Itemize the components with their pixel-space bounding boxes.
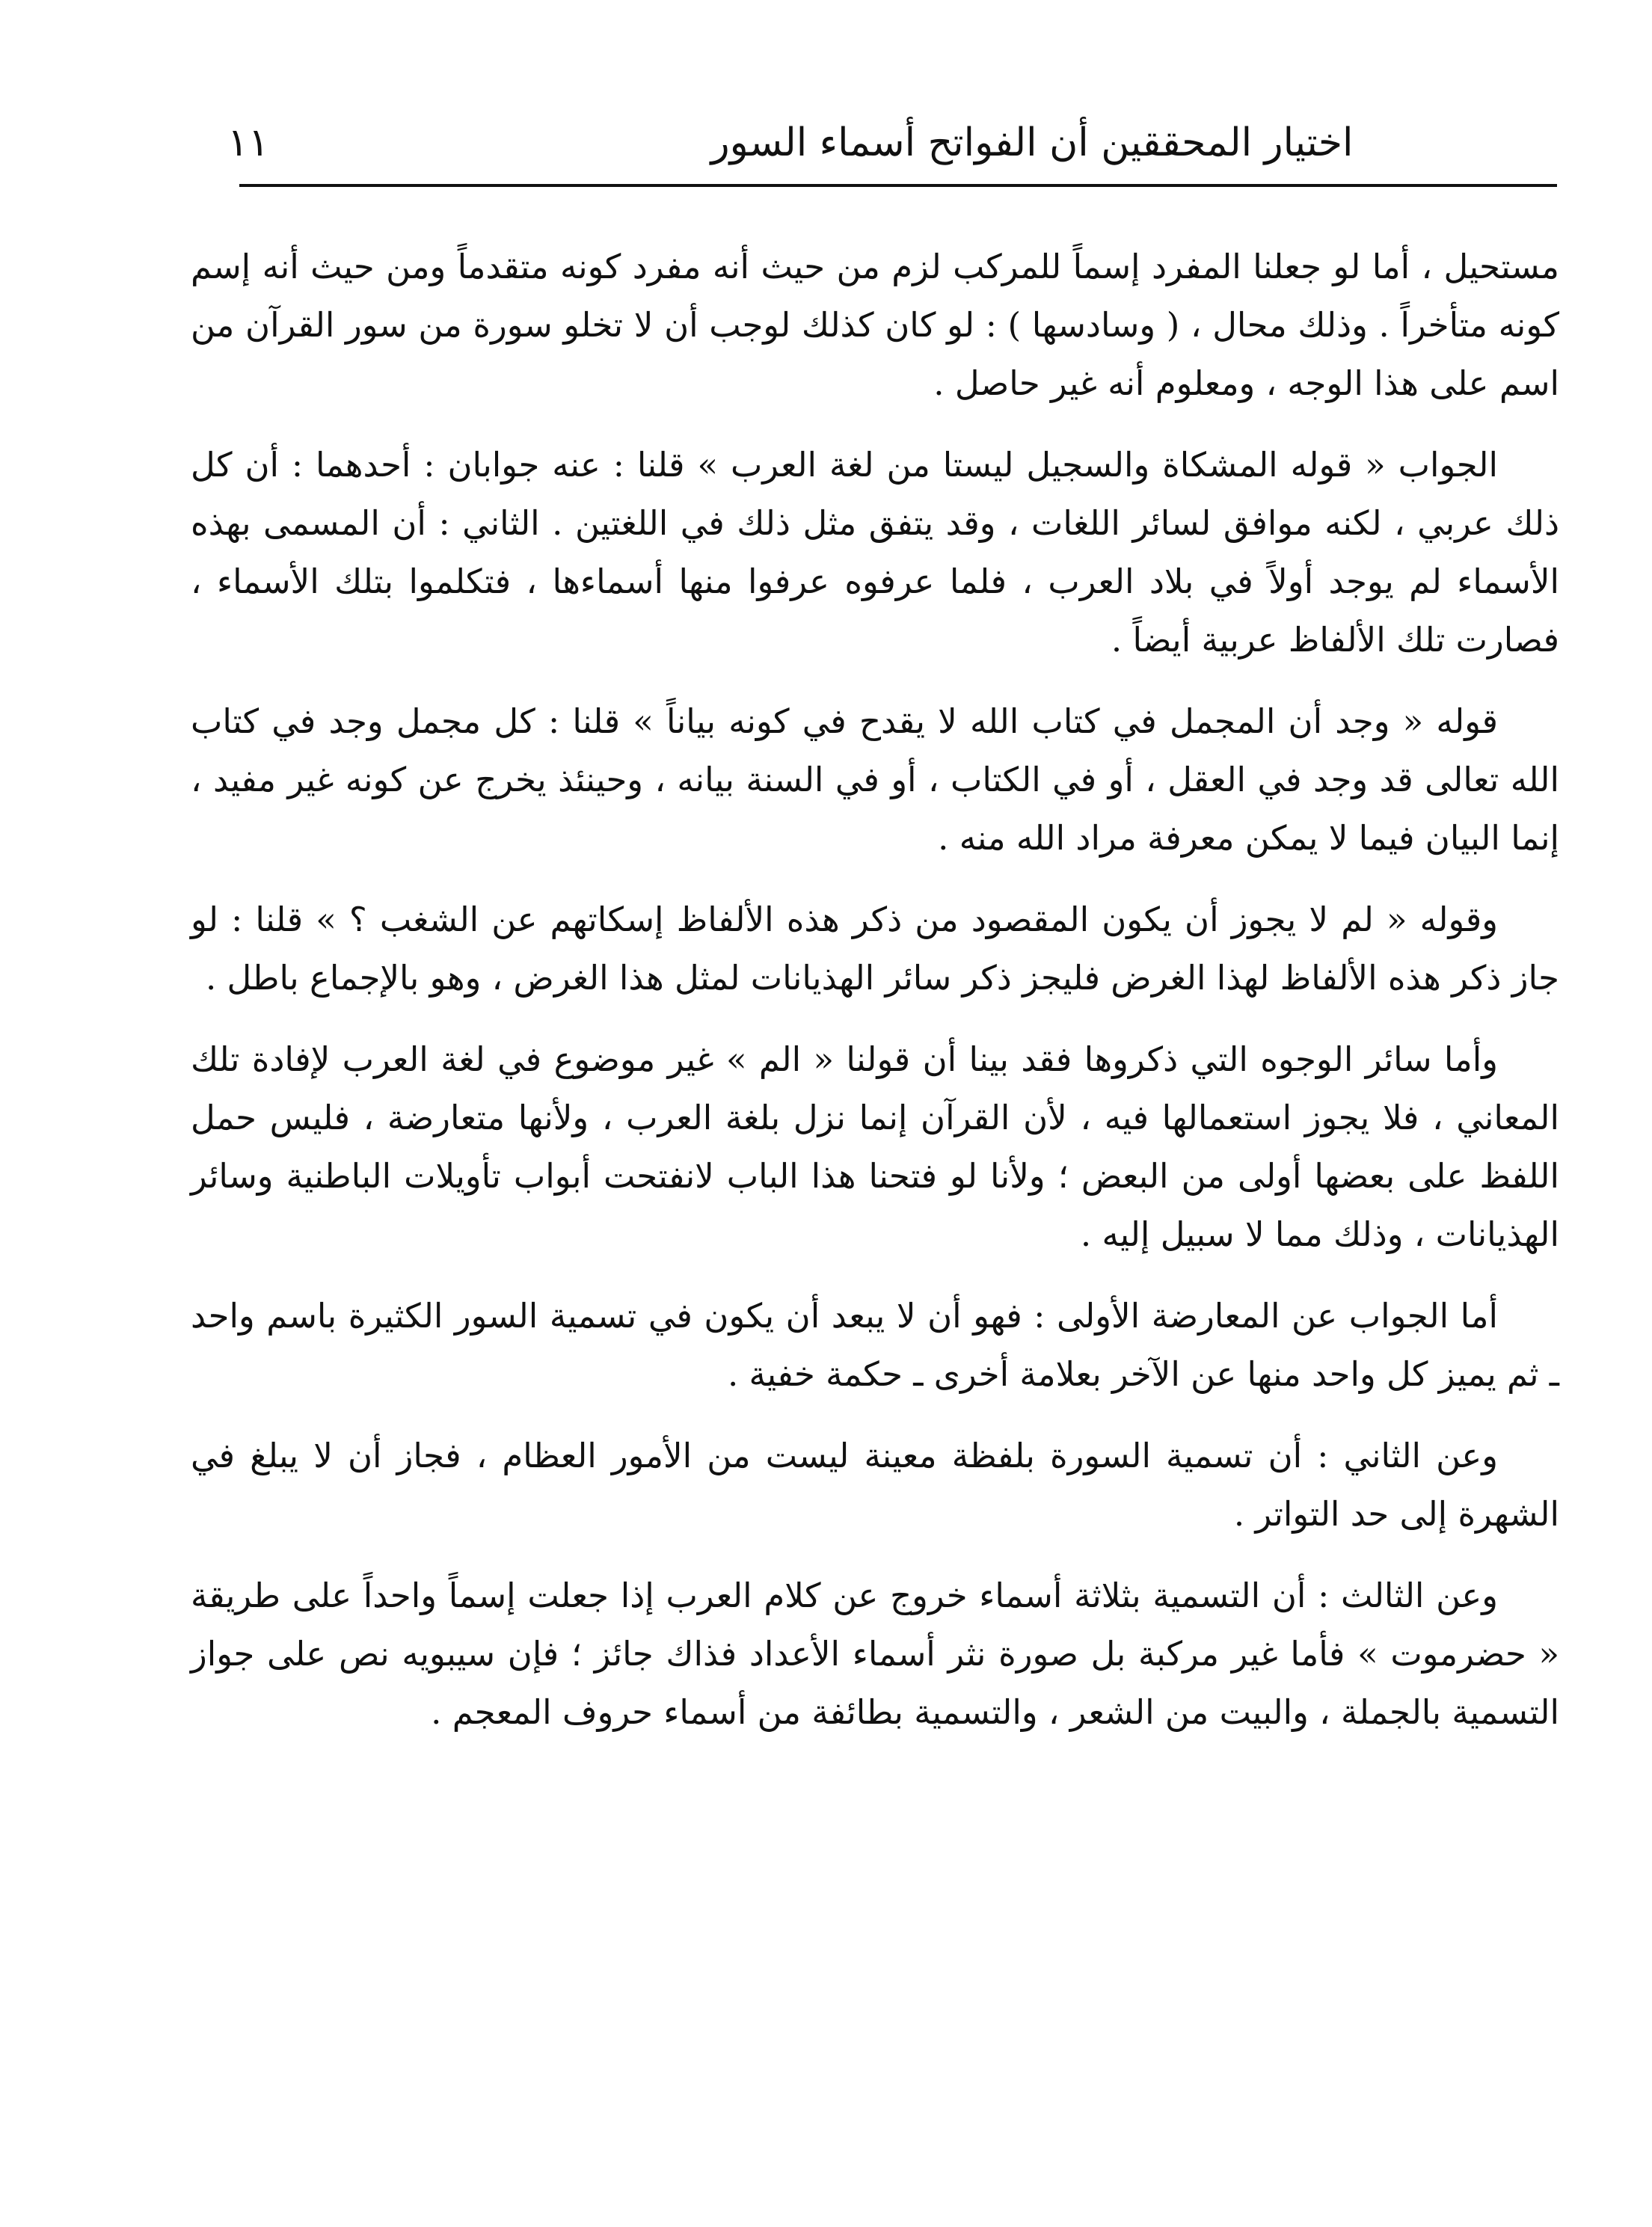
paragraph: قوله « وجد أن المجمل في كتاب الله لا يقدح في كونه بياناً » قلنا : كل مجمل وجد في كتاب الله تعالى قد وجد في العقل ، أو في الكتاب ، أو في السنة بيانه ، وحينئذ يخرج عن كونه غير مفيد ، إنما البيان فيما لا يمكن معرفة مراد الله منه . [191, 701, 1559, 858]
header-rule [239, 184, 1557, 187]
page-header [224, 105, 1556, 187]
running-title: اختيار المحققين أن الفواتح أسماء السور [710, 120, 1354, 165]
paragraph: وعن الثالث : أن التسمية بثلاثة أسماء خروج عن كلام العرب إذا جعلت إسماً واحداً على طريقة « حضرموت » فأما غير مركبة بل صورة نثر أسماء الأعداد فذاك جائز ؛ فإن سيبويه نص على جواز التسمية بالجملة ، والبيت من الشعر ، والتسمية بطائفة من أسماء حروف المعجم . [191, 1576, 1559, 1732]
paragraph: الجواب « قوله المشكاة والسجيل ليستا من لغة العرب » قلنا : عنه جوابان : أحدهما : أن كل ذلك عربي ، لكنه موافق لسائر اللغات ، وقد يتفق مثل ذلك في اللغتين . الثاني : أن المسمى بهذه الأسماء لم يوجد أولاً في بلاد العرب ، فلما عرفوه عرفوا منها أسماءها ، فتكلموا بتلك الأسماء ، فصارت تلك الألفاظ عربية أيضاً . [191, 445, 1559, 660]
paragraph: وعن الثاني : أن تسمية السورة بلفظة معينة ليست من الأمور العظام ، فجاز أن لا يبلغ في الشهرة إلى حد التواتر . [191, 1436, 1559, 1534]
paragraph: وقوله « لم لا يجوز أن يكون المقصود من ذكر هذه الألفاظ إسكاتهم عن الشغب ؟ » قلنا : لو جاز ذكر هذه الألفاظ لهذا الغرض فليجز ذكر سائر الهذيانات لمثل هذا الغرض ، وهو بالإجماع باطل . [191, 900, 1559, 998]
body-text [191, 238, 1559, 1765]
page-number: ١١ [227, 120, 269, 165]
paragraph: مستحيل ، أما لو جعلنا المفرد إسماً للمركب لزم من حيث أنه مفرد كونه متقدماً ومن حيث أنه إسم كونه متأخراً . وذلك محال ، ( وسادسها ) : لو كان كذلك لوجب أن لا تخلو سورة من سور القرآن من اسم على هذا الوجه ، ومعلوم أنه غير حاصل . [191, 247, 1559, 403]
paragraph: وأما سائر الوجوه التي ذكروها فقد بينا أن قولنا « الم » غير موضوع في لغة العرب لإفادة تلك المعاني ، فلا يجوز استعمالها فيه ، لأن القرآن إنما نزل بلغة العرب ، ولأنها متعارضة ، فليس حمل اللفظ على بعضها أولى من البعض ؛ ولأنا لو فتحنا هذا الباب لانفتحت أبواب تأويلات الباطنية وسائر الهذيانات ، وذلك مما لا سبيل إليه . [191, 1039, 1559, 1254]
paragraph: أما الجواب عن المعارضة الأولى : فهو أن لا يبعد أن يكون في تسمية السور الكثيرة باسم واحد ـ ثم يميز كل واحد منها عن الآخر بعلامة أخرى ـ حكمة خفية . [191, 1296, 1559, 1394]
